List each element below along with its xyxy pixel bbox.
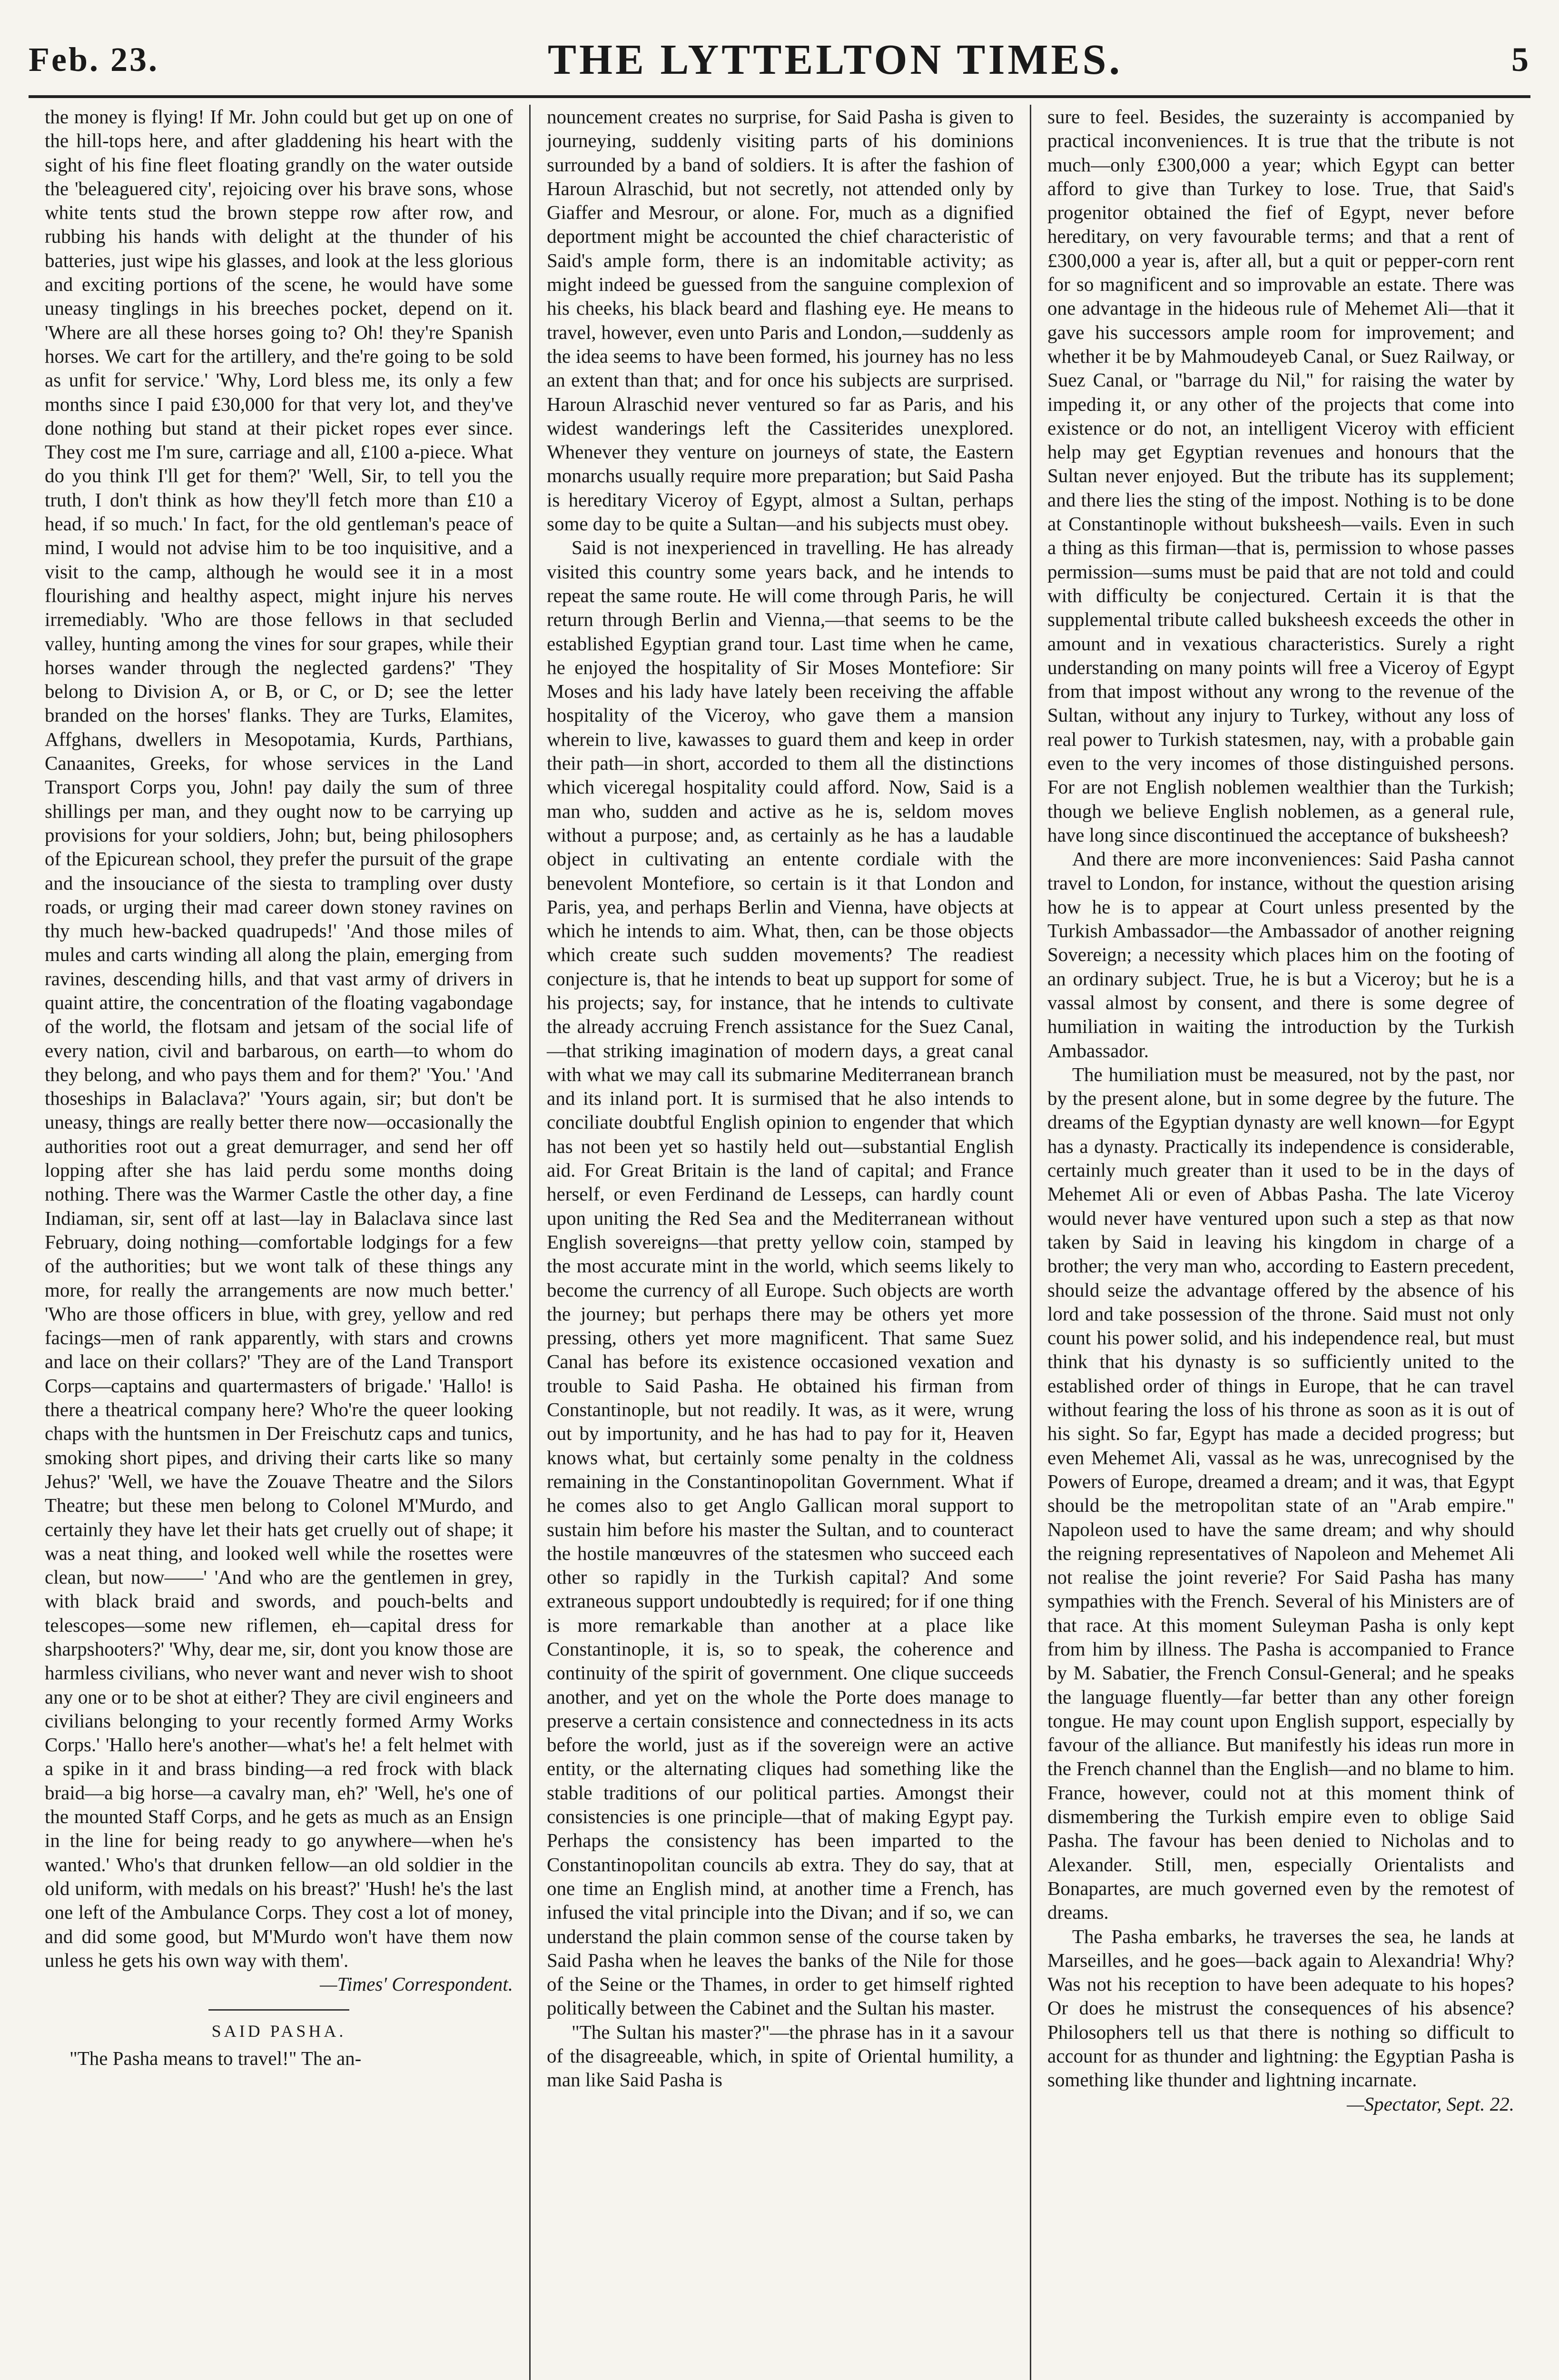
- said-pasha-paragraph-5: And there are more inconveniences: Said Pasha cannot travel to London, for instance, without the question arising how he is to appear at Court unless presented by the Turkish Ambassador—the Ambassador of another reigning Sovereign; a necessity which places him on the footing of an ordinary subject. True, he is but a Viceroy; but he is a vassal almost by consent, and there is some degree of humiliation in waiting the introduction by the Turkish Ambassador.: [1047, 848, 1514, 1061]
- crimea-article-signature: —Times' Correspondent.: [320, 1973, 513, 1995]
- said-pasha-paragraph-6: The humiliation must be measured, not by the past, nor by the present alone, but in some degree by the future. The dreams of the Egyptian dynasty are well known—for Egypt has a dynasty. Practically its independence is considerable, certainly much greater than it used to be in the days of Mehemet Ali or even of Abbas Pasha. The late Viceroy would never have ventured upon such a step as that now taken by Said in leaving his kingdom in charge of a brother; the very man who, according to Eastern precedent, should seize the advantage offered by the absence of his lord and take possession of the throne. Said must not only count his power solid, and his independence real, but must think that his dynasty is so sufficiently united to the established order of things in Europe, that he can travel without fearing the loss of his throne as soon as it is out of his sight. So far, Egypt has made a decided progress; but even Mehemet Ali, vassal as he was, unrecognised by the Powers of Europe, dreamed a dream; and it was, that Egypt should be the metropolitan state of an "Arab empire." Napoleon used to have the same dream; and why should the reigning representatives of Napoleon and Mehemet Ali not realise the joint reverie? For Said Pasha has many sympathies with the French. Several of his Ministers are of that race. At this moment Suleyman Pasha is only kept from him by illness. The Pasha is accompanied to France by M. Sabatier, the French Consul-General; and he speaks the language fluently—far better than any other foreign tongue. He may count upon English support, especially by favour of the alliance. But manifestly his ideas run more in the French channel than the English—and no blame to him. France, however, could not at this moment think of dismembering the Turkish empire even to oblige Said Pasha. The favour has been denied to Nicholas and to Alexander. Still, men, especially Orientalists and Bonapartes, are much governed even by the remotest of dreams.: [1047, 1063, 1514, 1924]
- said-pasha-paragraph-3: "The Sultan his master?"—the phrase has in it a savour of the disagreeable, which, in spite of Oriental humility, a man like Said Pasha is: [547, 2021, 1014, 2091]
- masthead-rule: [29, 95, 1530, 98]
- column-1: [29, 105, 529, 2380]
- said-pasha-signature: —Spectator, Sept. 22.: [1347, 2092, 1514, 2115]
- column-3: [1030, 105, 1530, 2380]
- masthead: [29, 33, 1530, 86]
- article-columns: [29, 105, 1530, 2380]
- said-pasha-heading: SAID PASHA.: [211, 2022, 346, 2041]
- said-pasha-opening: "The Pasha means to travel!" The an-: [69, 2047, 362, 2069]
- page-number: 5: [1511, 40, 1530, 79]
- newspaper-title: THE LYTTELTON TIMES.: [547, 36, 1123, 83]
- section-divider: [208, 2009, 349, 2011]
- crimea-article-text: the money is flying! If Mr. John could but get up on one of the hill-tops here, and after gladdening his heart with the sight of his fine fleet floating grandly on the water outside the 'beleaguered city', rejoicing over his brave sons, whose white tents stud the brown steppe row after row, and rubbing his hands with delight at the thunder of his batteries, just wipe his glasses, and look at the less glorious and exciting portions of the scene, he would have some uneasy tinglings in his breeches pocket, depend on it. 'Where are all these horses going to? Oh! they're Spanish horses. We cart for the artillery, and the're going to be sold as unfit for service.' 'Why, Lord bless me, its only a few months since I paid £30,000 for that very lot, and they've done nothing but stand at their picket ropes ever since. They cost me I'm sure, carriage and all, £100 a-piece. What do you think I'll get for them?' 'Well, Sir, to tell you the truth, I don't think as how they'll fetch more than £10 a head, if so much.' In fact, for the old gentleman's peace of mind, I would not advise him to be too inquisitive, and a visit to the camp, although he would see it in a most flourishing and healthy aspect, might injure his nerves irremediably. 'Who are those fellows in that secluded valley, hunting among the vines for sour grapes, while their horses wander through the neglected gardens?' 'They belong to Division A, or B, or C, or D; see the letter branded on the horses' flanks. They are Turks, Elamites, Affghans, dwellers in Mesopotamia, Kurds, Parthians, Canaanites, Greeks, for whose services in the Land Transport Corps you, John! pay daily the sum of three shillings per man, and they ought now to be carrying up provisions for your soldiers, John; but, being philosophers of the Epicurean school, they prefer the pursuit of the grape and the insouciance of the siesta to trampling over dusty roads, or urging their mad career down stoney ravines on thy much hew-backed quadrupeds!' 'And those miles of mules and carts winding all along the plain, emerging from ravines, descending hills, and that vast army of drivers in quaint attire, the concentration of the floating vagabondage of the world, the flotsam and jetsam of the social life of every nation, civil and barbarous, on earth—to whom do they belong, and who pays them and for them?' 'You.' 'And thoseships in Balaclava?' 'Yours again, sir; but don't be uneasy, things are really better there now—occasionally the authorities root out a great demurrager, and send her off lopping after she has laid perdu some months doing nothing. There was the Warmer Castle the other day, a fine Indiaman, sir, sent off at last—lay in Balaclava since last February, doing nothing—comfortable lodgings for a few of the authorities; but we wont talk of these things any more, for really the arrangements are now much better.' 'Who are those officers in blue, with grey, yellow and red facings—men of rank apparently, with stars and crowns and lace on their collars?' 'They are of the Land Transport Corps—captains and quartermasters of brigade.' 'Hallo! is there a theatrical company here? Who're the queer looking chaps with the huntsmen in Der Freischutz caps and tunics, smoking short pipes, and driving their carts like so many Jehus?' 'Well, we have the Zouave Theatre and the Silors Theatre; but these men belong to Colonel M'Murdo, and certainly they have let their hats get cruelly out of shape; it was a neat thing, and looked well while the rosettes were clean, but now——' 'And who are the gentlemen in grey, with black braid and swords, and pouch-belts and telescopes—some new riflemen, eh—capital dress for sharpshooters?' 'Why, dear me, sir, dont you know those are harmless civilians, who never want and never wish to shoot any one or to be shot at either? They are civil engineers and civilians belonging to your recently formed Army Works Corps.' 'Hallo here's another—what's he! a felt helmet with a spike in it and brass binding—a red frock with black braid—a big horse—a cavalry man, eh?' 'Well, he's one of the mounted Staff Corps, and he gets as much as an Ensign in the line for being ready to go anywhere—when he's wanted.' Who's that drunken fellow—an old soldier in the old uniform, with medals on his breast?' 'Hush! he's the last one left of the Ambulance Corps. They cost a lot of money, and did some good, but M'Murdo won't have them now unless he gets his own way with them'.: [45, 106, 513, 1971]
- said-pasha-paragraph-2: Said is not inexperienced in travelling. He has already visited this country some years back, and he intends to repeat the same route. He will come through Paris, he will return through Berlin and Vienna,—that seems to be the established Egyptian grand tour. Last time when he came, he enjoyed the hospitality of Sir Moses Montefiore: Sir Moses and his lady have lately been receiving the affable hospitality of the Viceroy, who gave them a mansion wherein to live, kawasses to guard them and keep in order their path—in short, accorded to them all the distinctions which viceregal hospitality could afford. Now, Said is a man who, sudden and active as he is, seldom moves without a purpose; and, as certainly as he has a laudable object in cultivating an entente cordiale with the benevolent Montefiore, so certain is it that London and Paris, yea, and perhaps Berlin and Vienna, have objects at which he intends to aim. What, then, can be those objects which create such sudden movements? The readiest conjecture is, that he intends to beat up support for some of his projects; say, for instance, that he intends to cultivate the already accruing French assistance for the Suez Canal,—that striking imagination of modern days, a great canal with what we may call its submarine Mediterranean branch and its inland port. It is surmised that he also intends to conciliate doubtful English opinion to engender that which has not been yet so hastily held out—substantial English aid. For Great Britain is the land of capital; and France herself, or even Ferdinand de Lesseps, can hardly count upon uniting the Red Sea and the Mediterranean without English sovereigns—that pretty yellow coin, stamped by the most accurate mint in the world, which seems likely to become the currency of all Europe. Such objects are worth the journey; but perhaps there may be others yet more pressing, others yet more magnificent. That same Suez Canal has before its existence occasioned vexation and trouble to Said Pasha. He obtained his firman from Constantinople, but not readily. It was, as it were, wrung out by importunity, and he has had to pay for it, Heaven knows what, but certainly some penalty in the coldness remaining in the Constantinopolitan Government. What if he comes also to get Anglo Gallican moral support to sustain him before his master the Sultan, and to counteract the hostile manœuvres of the statesmen who succeed each other so rapidly in the Turkish capital? And some extraneous support undoubtedly is required; for if one thing is more remarkable than another at a place like Constantinople, it is, so to speak, the coherence and continuity of the spirit of government. One clique succeeds another, and yet on the whole the Porte does manage to preserve a certain consistence and connectedness in its acts before the world, just as if the sovereign were an active entity, or the alternating cliques had something like the stable traditions of our political parties. Amongst their consistencies is one principle—that of making Egypt pay. Perhaps the consistency has been imparted to the Constantinopolitan councils ab extra. They do say, that at one time an English mind, at another time a French, has infused the vital principle into the Divan; and if so, we can understand the plain common sense of the course taken by Said Pasha when he leaves the banks of the Nile for those of the Seine or the Thames, in order to get himself righted politically between the Cabinet and the Sultan his master.: [547, 536, 1014, 2019]
- said-pasha-paragraph-7: The Pasha embarks, he traverses the sea, he lands at Marseilles, and he goes—back again to Alexandria! Why? Was not his reception to have been adequate to his hopes? Or does he mistrust the consequences of his absence? Philosophers tell us that there is nothing so difficult to account for as thunder and lightning: the Egyptian Pasha is something like thunder and lightning incarnate.: [1047, 1925, 1514, 2091]
- said-pasha-paragraph-1: nouncement creates no surprise, for Said Pasha is given to journeying, suddenly visiting parts of his dominions surrounded by a band of soldiers. It is after the fashion of Haroun Alraschid, but not secretly, not attended only by Giaffer and Mesrour, or alone. For, much as a dignified deportment might be accounted the chief characteristic of Said's ample form, there is an indomitable activity; as might indeed be guessed from the sanguine complexion of his cheeks, his black beard and flashing eye. He means to travel, however, even unto Paris and London,—suddenly as the idea seems to have been formed, his journey has no less an extent than that; and for once his subjects are surprised. Haroun Alraschid never ventured so far as Paris, and his widest wanderings left the Cassiterides unexplored. Whenever they venture on journeys of state, the Eastern monarchs usually require more preparation; but Said Pasha is hereditary Viceroy of Egypt, almost a Sultan, perhaps some day to be quite a Sultan—and his subjects must obey.: [547, 106, 1014, 535]
- issue-date: Feb. 23.: [29, 40, 159, 79]
- said-pasha-paragraph-4: sure to feel. Besides, the suzerainty is accompanied by practical inconveniences. It is true that the tribute is not much—only £300,000 a year; which Egypt can better afford to give than Turkey to lose. True, that Said's progenitor obtained the fief of Egypt, never before hereditary, on very favourable terms; and that a rent of £300,000 a year is, after all, but a quit or pepper-corn rent for so magnificent and so improvable an estate. There was one advantage in the hideous rule of Mehemet Ali—that it gave his successors ample room for improvement; and whether it be by Mahmoudeyeb Canal, or Suez Railway, or Suez Canal, or "barrage du Nil," for raising the water by impeding it, or any other of the projects that come into existence or do not, an intelligent Viceroy with efficient help may get Egyptian revenues and honours that the Sultan never enjoyed. But the tribute has its supplement; and there lies the sting of the impost. Nothing is to be done at Constantinople without buksheesh—vails. Even in such a thing as this firman—that is, permission to whose passes permission—sums must be paid that are not told and could with difficulty be conjectured. Certain it is that the supplemental tribute called buksheesh exceeds the other in amount and in vexatious characteristics. Surely a right understanding on many points will free a Viceroy of Egypt from that impost without any wrong to the revenue of the Sultan, without any injury to Turkey, without any loss of real power to Turkish statesmen, nay, with a probable gain even to the very incomes of those distinguished persons. For are not English noblemen wealthier than the Turkish; though we believe English noblemen, as a general rule, have long since discontinued the acceptance of buksheesh?: [1047, 106, 1514, 846]
- column-2: [529, 105, 1030, 2380]
